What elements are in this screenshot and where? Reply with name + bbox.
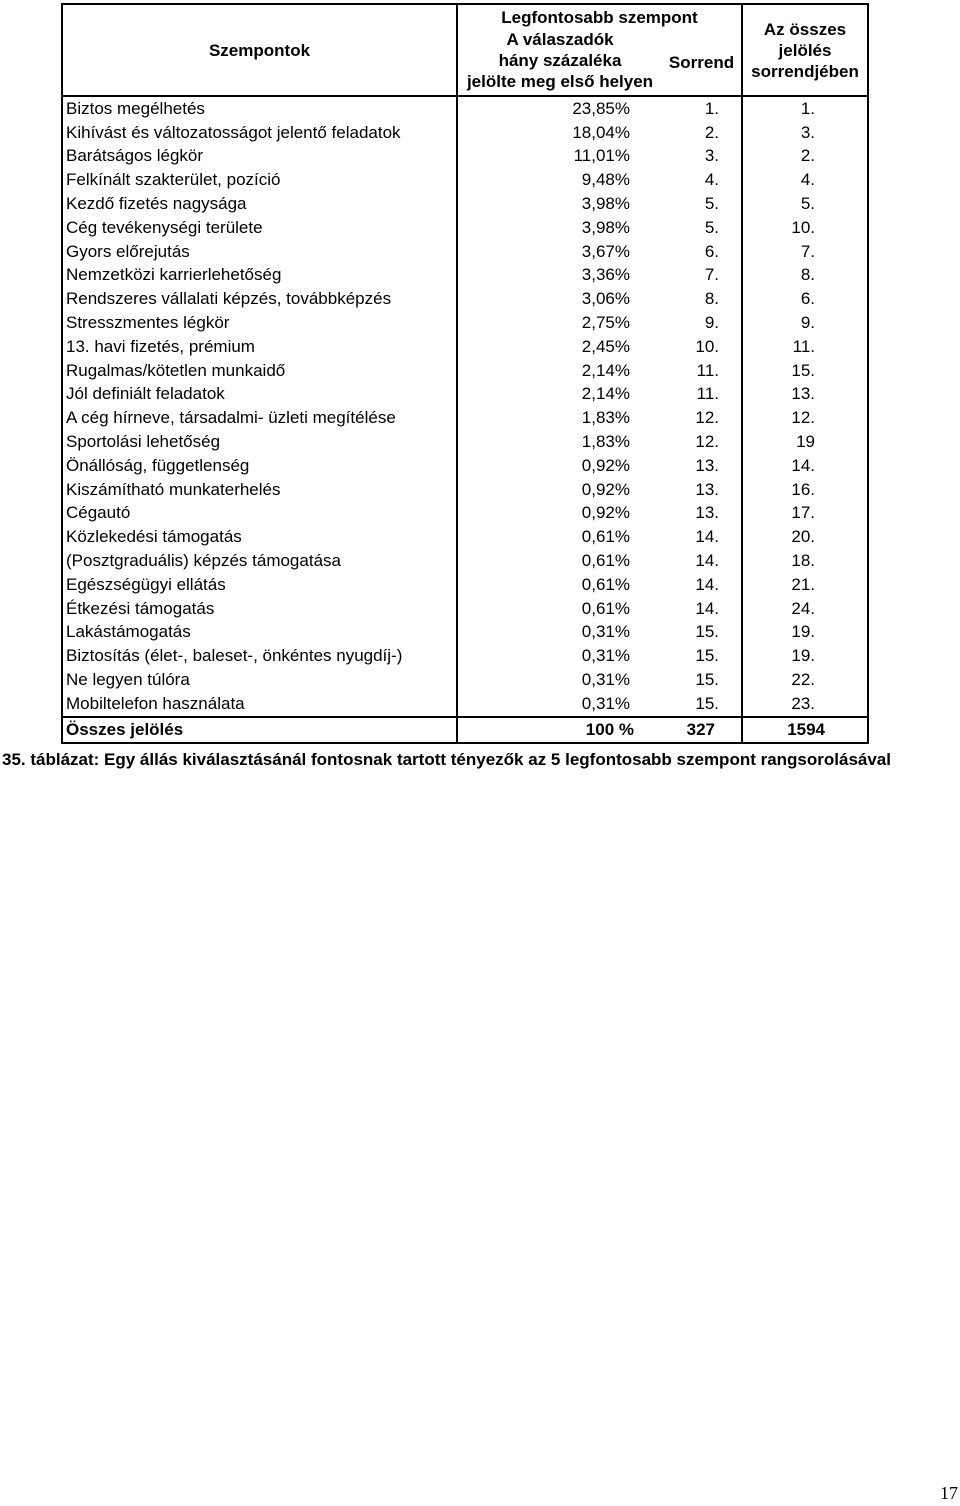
row-rank: 6. [704,241,720,261]
table-row [62,478,868,502]
row-rank: 13. [695,479,720,499]
row-rank: 14. [695,551,720,571]
header-all-line-1: Az összes [763,19,847,39]
row-rank: 14. [695,598,720,618]
row-all-votes-rank: 15. [742,359,868,383]
row-first-place-percent: 0,92% [581,503,630,523]
table-row [62,121,868,145]
row-all-votes-rank: 19 [742,430,868,454]
table-row [62,359,868,383]
row-first-place-percent: 2,14% [581,360,630,380]
criteria-table-container [61,3,867,744]
row-all-votes-rank: 17. [742,502,868,526]
table-row [62,264,868,288]
header-pct-line-1: A válaszadók [506,30,614,49]
row-first-place-percent: 0,31% [581,622,630,642]
table-row [62,692,868,717]
row-label: Nemzetközi karrierlehetőség [62,264,457,288]
row-first-place-percent: 2,75% [581,313,630,333]
row-rank: 5. [704,217,720,237]
header-all-votes-rank [742,4,868,96]
row-all-votes-rank: 23. [742,692,868,717]
table-row [62,406,868,430]
row-all-votes-rank: 7. [742,240,868,264]
row-rank: 15. [695,670,720,690]
row-rank: 15. [695,622,720,642]
table-row [62,549,868,573]
row-rank: 4. [704,170,720,190]
table-row [62,335,868,359]
row-label: A cég hírneve, társadalmi- üzleti megítélése [62,406,457,430]
row-rank: 15. [695,693,720,713]
row-first-place-percent: 0,61% [581,598,630,618]
row-rank: 7. [704,265,720,285]
row-rank: 13. [695,503,720,523]
header-all-line-3: sorrendjében [751,61,859,81]
row-rank: 9. [704,313,720,333]
row-first-place-percent: 0,61% [581,574,630,594]
table-row [62,502,868,526]
row-first-place-percent: 1,83% [581,408,630,428]
table-row [62,216,868,240]
row-first-place-percent: 3,06% [581,289,630,309]
row-rank: 11. [696,360,720,380]
row-all-votes-rank: 11. [742,335,868,359]
row-rank: 2. [704,122,720,142]
table-row [62,454,868,478]
row-first-place-percent: 0,31% [581,670,630,690]
row-label: Kihívást és változatosságot jelentő feladatok [62,121,457,145]
row-first-place-percent: 0,31% [581,693,630,713]
table-row [62,240,868,264]
row-label: (Posztgraduális) képzés támogatása [62,549,457,573]
page-number: 17 [940,1483,958,1503]
row-all-votes-rank: 18. [742,549,868,573]
row-all-votes-rank: 20. [742,525,868,549]
row-label: Jól definiált feladatok [62,383,457,407]
row-label: Cégautó [62,502,457,526]
row-first-place-percent: 3,98% [581,217,630,237]
row-rank: 13. [695,455,720,475]
header-pct-line-3: jelölte meg első helyen [466,72,654,91]
row-first-place-percent: 18,04% [572,122,630,142]
row-all-votes-rank: 13. [742,383,868,407]
row-rank: 15. [695,646,720,666]
header-rank: Sorrend [662,29,742,96]
row-first-place-percent: 0,31% [581,646,630,666]
row-all-votes-rank: 16. [742,478,868,502]
table-caption: 35. táblázat: Egy állás kiválasztásánál fontosnak tartott tényezők az 5 legfontosabb szempont rangsorolásával [2,750,891,769]
table-row [62,168,868,192]
row-label: Rendszeres vállalati képzés, továbbképzés [62,287,457,311]
row-all-votes-rank: 14. [742,454,868,478]
row-label: Kezdő fizetés nagysága [62,192,457,216]
row-rank: 12. [695,408,720,428]
total-pct: 100 % [457,717,662,743]
row-first-place-percent: 3,36% [581,265,630,285]
table-row [62,668,868,692]
table-row [62,430,868,454]
row-all-votes-rank: 12. [742,406,868,430]
row-first-place-percent: 0,61% [581,551,630,571]
row-label: Lakástámogatás [62,621,457,645]
row-all-votes-rank: 21. [742,573,868,597]
row-label: Barátságos légkör [62,145,457,169]
row-all-votes-rank: 2. [742,145,868,169]
row-first-place-percent: 3,67% [581,241,630,261]
row-label: Önállóság, függetlenség [62,454,457,478]
row-label: Biztosítás (élet-, baleset-, önkéntes nyugdíj-) [62,644,457,668]
row-rank: 5. [704,194,720,214]
total-rank: 327 [662,717,742,743]
total-all: 1594 [742,717,868,743]
row-first-place-percent: 0,92% [581,479,630,499]
header-pct-line-2: hány százaléka [498,51,622,70]
row-label: Cég tevékenységi területe [62,216,457,240]
row-label: Sportolási lehetőség [62,430,457,454]
row-first-place-percent: 3,98% [581,194,630,214]
row-all-votes-rank: 10. [742,216,868,240]
row-first-place-percent: 2,14% [581,384,630,404]
row-all-votes-rank: 19. [742,644,868,668]
table-row [62,383,868,407]
table-row [62,644,868,668]
row-first-place-percent: 11,01% [573,146,630,166]
table-header [62,4,868,96]
row-rank: 8. [704,289,720,309]
row-all-votes-rank: 1. [742,96,868,121]
row-rank: 11. [696,384,720,404]
row-label: Ne legyen túlóra [62,668,457,692]
row-label: Közlekedési támogatás [62,525,457,549]
row-rank: 14. [695,574,720,594]
row-label: Egészségügyi ellátás [62,573,457,597]
total-row [62,717,868,743]
row-all-votes-rank: 9. [742,311,868,335]
row-first-place-percent: 9,48% [581,170,630,190]
table-row [62,597,868,621]
row-first-place-percent: 0,92% [581,455,630,475]
header-all-line-2: jelölés [778,40,832,60]
header-group-most-important: Legfontosabb szempont [501,7,698,27]
table-row [62,311,868,335]
row-first-place-percent: 2,45% [581,336,630,356]
row-label: Felkínált szakterület, pozíció [62,168,457,192]
row-rank: 14. [695,527,720,547]
row-rank: 12. [695,432,720,452]
row-rank: 1. [704,98,720,118]
row-label: Étkezési támogatás [62,597,457,621]
table-row [62,145,868,169]
table-footer [62,717,868,743]
criteria-table [61,3,869,744]
table-row [62,192,868,216]
table-row [62,525,868,549]
row-label: 13. havi fizetés, prémium [62,335,457,359]
row-all-votes-rank: 22. [742,668,868,692]
table-row [62,573,868,597]
table-row [62,287,868,311]
row-label: Stresszmentes légkör [62,311,457,335]
table-row [62,96,868,121]
table-row [62,621,868,645]
row-first-place-percent: 23,85% [572,98,630,118]
row-all-votes-rank: 19. [742,621,868,645]
row-label: Mobiltelefon használata [62,692,457,717]
header-criteria: Szempontok [62,4,457,96]
row-all-votes-rank: 8. [742,264,868,288]
row-first-place-percent: 0,61% [581,527,630,547]
row-first-place-percent: 1,83% [581,432,630,452]
row-all-votes-rank: 5. [742,192,868,216]
row-all-votes-rank: 4. [742,168,868,192]
row-rank: 10. [695,336,720,356]
row-all-votes-rank: 24. [742,597,868,621]
table-body [62,96,868,717]
total-label: Összes jelölés [62,717,457,743]
header-first-place-percent [457,29,662,96]
row-label: Kiszámítható munkaterhelés [62,478,457,502]
row-all-votes-rank: 6. [742,287,868,311]
row-rank: 3. [704,146,720,166]
row-all-votes-rank: 3. [742,121,868,145]
row-label: Rugalmas/kötetlen munkaidő [62,359,457,383]
row-label: Gyors előrejutás [62,240,457,264]
row-label: Biztos megélhetés [62,96,457,121]
